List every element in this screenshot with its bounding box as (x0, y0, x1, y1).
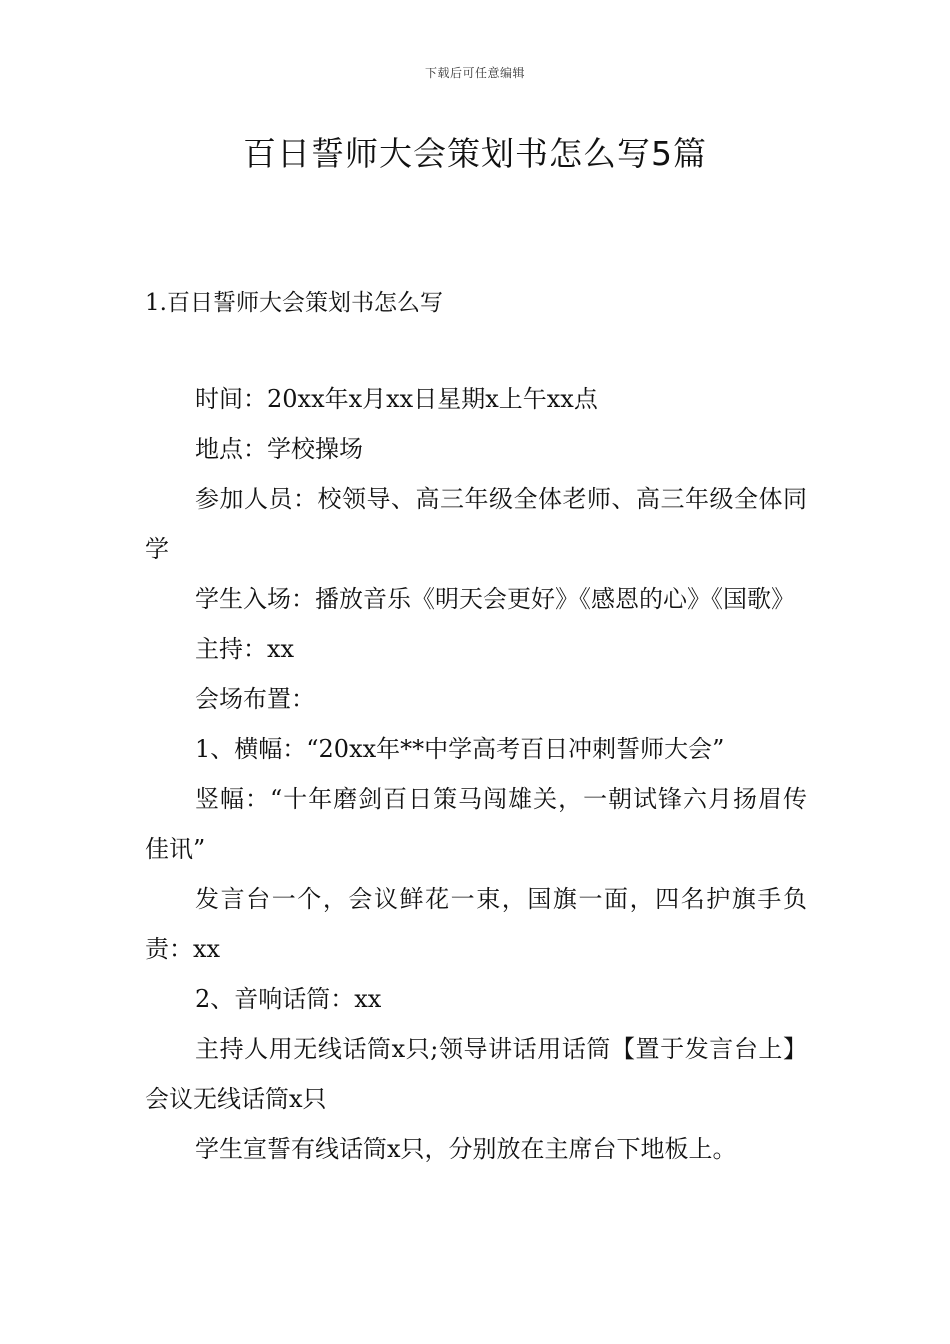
document-body (145, 374, 807, 1174)
paragraph-participants: 参加人员：校领导、高三年级全体老师、高三年级全体同学 (145, 485, 807, 563)
paragraph-banner: 1、横幅：“20xx年**中学高考百日冲刺誓师大会” (195, 735, 725, 763)
section-heading: 1.百日誓师大会策划书怎么写 (145, 290, 443, 316)
paragraph-vertical-banner: 竖幅：“十年磨剑百日策马闯雄关，一朝试锋六月扬眉传佳讯” (145, 785, 807, 863)
header-note: 下载后可任意编辑 (424, 66, 525, 80)
paragraph-venue-layout: 会场布置： (195, 685, 315, 713)
paragraph-podium: 发言台一个，会议鲜花一束，国旗一面，四名护旗手负责：xx (145, 885, 807, 963)
paragraph-microphones: 主持人用无线话筒x只;领导讲话用话筒【置于发言台上】会议无线话筒x只 (145, 1035, 807, 1113)
paragraph-student-oath-mics: 学生宣誓有线话筒x只，分别放在主席台下地板上。 (195, 1135, 737, 1163)
paragraph-host: 主持：xx (195, 635, 295, 663)
document-title: 百日誓师大会策划书怎么写5篇 (243, 134, 707, 173)
paragraph-entrance-music: 学生入场：播放音乐《明天会更好》《感恩的心》《国歌》 (195, 585, 795, 613)
paragraph-audio: 2、音响话筒：xx (195, 985, 382, 1013)
paragraph-time: 时间：20xx年x月xx日星期x上午xx点 (195, 385, 598, 413)
paragraph-location: 地点：学校操场 (195, 435, 363, 463)
